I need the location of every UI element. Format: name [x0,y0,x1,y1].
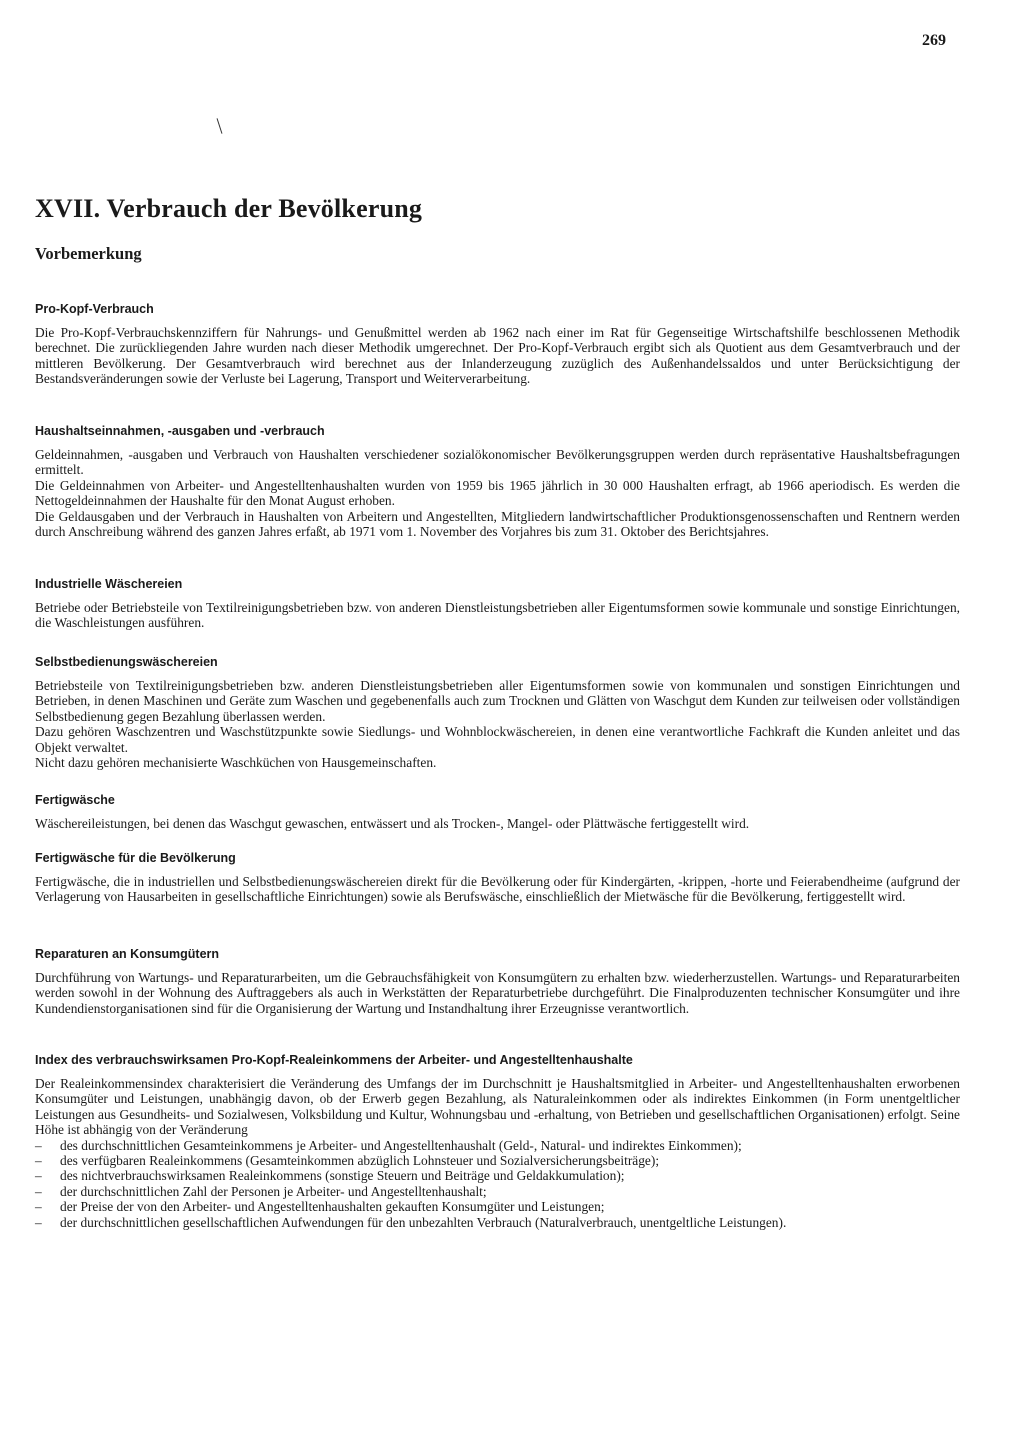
section-heading: Haushaltseinnahmen, -ausgaben und -verbrauch [35,424,325,438]
dash-marker: – [35,1214,42,1230]
section-industrielle-waeschereien [35,577,960,631]
list-item [35,1138,960,1153]
list-item [35,1153,960,1168]
section-reparaturen [35,947,960,1016]
section-paragraph: Fertigwäsche, die in industriellen und Selbstbedienungswäschereien direkt für die Bevölkerung oder für Kindergärten, -krippen, -horte und Feierabendheime (aufgrund der Verlagerung von Hausarbeiten in gesellschaftliche Einrichtungen) sowie als Berufswäsche, einschließlich der Mietwäsche für die Bevölkerung, fertiggestellt wird. [35,874,960,905]
section-heading: Fertigwäsche für die Bevölkerung [35,851,236,865]
section-haushaltseinnahmen [35,424,960,539]
preface-heading: Vorbemerkung [35,244,142,263]
section-heading: Reparaturen an Konsumgütern [35,947,220,961]
list-item-text: des durchschnittlichen Gesamteinkommens je Arbeiter- und Angestelltenhaushalt (Geld-, Natural- und indirektes Einkommen); [60,1137,742,1153]
section-paragraph: Durchführung von Wartungs- und Reparaturarbeiten, um die Gebrauchsfähigkeit von Konsumgütern zu erhalten bzw. wiederherzustellen. Wartungs- und Reparaturarbeiten werden sowohl in der Wohnung des Auftraggebers als auch in Werkstätten der Reparaturbetriebe durchgeführt. Die Finalproduzenten technischer Konsumgüter und ihre Kundendienstorganisationen sind für die Organisierung der Wartung und Instandhaltung ihrer Erzeugnisse verantwortlich. [35,970,960,1016]
section-paragraph: Wäschereileistungen, bei denen das Waschgut gewaschen, entwässert und als Trocken-, Mangel- oder Plättwäsche fertiggestellt wird. [35,816,750,831]
section-paragraph: Betriebsteile von Textilreinigungsbetrieben bzw. anderen Dienstleistungsbetrieben aller Eigentumsformen sowie von kommunalen und sonstigen Einrichtungen und Betrieben, in denen Maschinen und Geräte zum Waschen und gegebenenfalls auch zum Trocknen und Glätten von Waschgut dem Kunden zur teilweisen oder vollständigen Selbstbedienung gegen Bezahlung überlassen werden. [35,678,960,724]
section-paragraph: Dazu gehören Waschzentren und Waschstützpunkte sowie Siedlungs- und Wohnblockwäschereien, in denen eine verantwortliche Fachkraft die Kunden anleitet und das Objekt verwaltet. [35,724,960,755]
dash-marker: – [35,1183,42,1199]
scan-artifact-mark [217,118,223,134]
section-paragraph: Nicht dazu gehören mechanisierte Waschküchen von Hausgemeinschaften. [35,755,437,771]
section-selbstbedienungswaeschereien [35,655,960,770]
list-item [35,1199,960,1214]
section-paragraph: Betriebe oder Betriebsteile von Textilreinigungsbetrieben bzw. von anderen Dienstleistungsbetrieben aller Eigentumsformen sowie kommunale und sonstige Einrichtungen, die Waschleistungen ausführen. [35,600,960,631]
list-item-text: der durchschnittlichen gesellschaftlichen Aufwendungen für den unbezahlten Verbrauch (Naturalverbrauch, unentgeltliche Leistungen). [60,1214,787,1230]
section-fertigwaesche-bevoelkerung [35,851,960,905]
section-paragraph: Die Geldausgaben und der Verbrauch in Haushalten von Arbeitern und Angestellten, Mitgliedern landwirtschaftlicher Produktionsgenossenschaften und Rentnern werden durch Anschreibung während des ganzen Jahres erfaßt, ab 1971 vom 1. November des Vorjahres bis zum 31. Oktober des Berichtsjahres. [35,508,960,540]
section-paragraph: Die Pro-Kopf-Verbrauchskennziffern für Nahrungs- und Genußmittel werden ab 1962 nach einer im Rat für Gegenseitige Wirtschaftshilfe beschlossenen Methodik berechnet. Die zurückliegenden Jahre wurden nach dieser Methodik umgerechnet. Der Pro-Kopf-Verbrauch ergibt sich als Quotient aus dem Gesamtverbrauch und der mittleren Bevölkerung. Der Gesamtverbrauch wird berechnet aus der Inlanderzeugung zuzüglich des Außenhandelssaldos und unter Berücksichtigung der Bestandsveränderungen sowie der Verluste bei Lagerung, Transport und Weiterverarbeitung. [35,325,960,387]
section-heading: Selbstbedienungswäschereien [35,655,218,669]
list-item [35,1184,960,1199]
section-paragraph: Der Realeinkommensindex charakterisiert die Veränderung des Umfangs der im Durchschnitt je Haushaltsmitglied in Arbeiter- und Angestelltenhaushalten erworbenen Konsumgüter und Leistungen, unabhängig davon, ob der Erwerb gegen Bezahlung, als Naturaleinkommen oder als indirektes Einkommen (in Form unentgeltlicher Leistungen aus Gesundheits- und Sozialwesen, Volksbildung und Kultur, Wohnungsbau und -erhaltung, von Betrieben und gesellschaftlichen Organisationen) erfolgt. Seine Höhe ist abhängig von der Veränderung [35,1076,960,1138]
chapter-title: XVII. Verbrauch der Bevölkerung [35,194,423,223]
section-heading: Industrielle Wäschereien [35,577,183,591]
section-heading: Fertigwäsche [35,793,115,807]
section-heading: Pro-Kopf-Verbrauch [35,302,154,316]
section-fertigwaesche [35,793,960,831]
list-item-text: der Preise der von den Arbeiter- und Angestelltenhaushalten gekauften Konsumgüter und Leistungen; [60,1199,605,1215]
page-number: 269 [922,32,946,49]
list-item-text: des nichtverbrauchswirksamen Realeinkommens (sonstige Steuern und Beiträge und Geldakkumulation); [60,1168,625,1184]
list-item [35,1215,960,1230]
dash-marker: – [35,1137,42,1153]
list-item-text: der durchschnittlichen Zahl der Personen je Arbeiter- und Angestelltenhaushalt; [60,1183,487,1199]
section-paragraph: Die Geldeinnahmen von Arbeiter- und Angestelltenhaushalten wurden von 1959 bis 1965 jährlich in 30 000 Haushalten erfragt, ab 1966 aperiodisch. Es werden die Nettogeldeinnahmen der Haushalte für den Monat August erhoben. [35,477,960,509]
section-heading: Index des verbrauchswirksamen Pro-Kopf-Realeinkommens der Arbeiter- und Angestelltenhaushalte [35,1053,633,1067]
section-pro-kopf-verbrauch [35,302,960,387]
list-item [35,1168,960,1183]
dash-marker: – [35,1153,42,1169]
dependency-list [35,1138,960,1230]
dash-marker: – [35,1168,42,1184]
section-realeinkommensindex [35,1053,960,1230]
section-paragraph: Geldeinnahmen, -ausgaben und Verbrauch von Haushalten verschiedener sozialökonomischer Bevölkerungsgruppen werden durch repräsentative Haushaltsbefragungen ermittelt. [35,447,960,478]
list-item-text: des verfügbaren Realeinkommens (Gesamteinkommen abzüglich Lohnsteuer und Sozialversicherungsbeiträge); [60,1153,660,1169]
dash-marker: – [35,1199,42,1215]
